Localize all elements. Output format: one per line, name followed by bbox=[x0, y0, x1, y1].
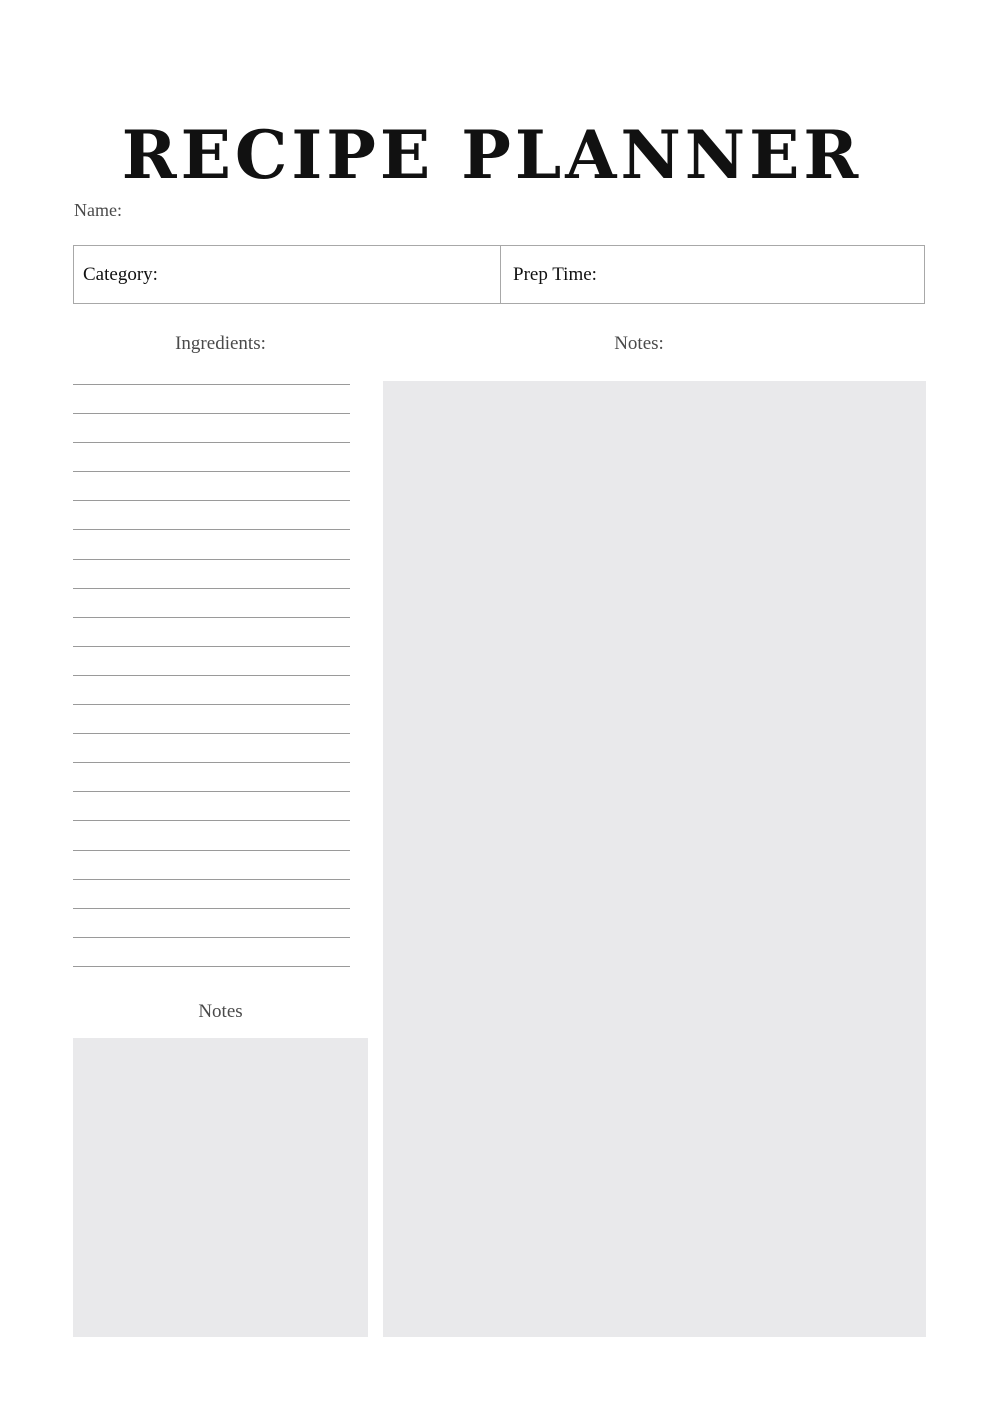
ingredient-line[interactable] bbox=[73, 791, 350, 820]
ingredient-line[interactable] bbox=[73, 937, 350, 966]
ingredient-line[interactable] bbox=[73, 704, 350, 733]
small-notes-box[interactable] bbox=[73, 1038, 368, 1337]
ingredient-line[interactable] bbox=[73, 384, 350, 413]
ingredient-line[interactable] bbox=[73, 617, 350, 646]
prep-time-label: Prep Time: bbox=[513, 263, 597, 285]
ingredient-line[interactable] bbox=[73, 588, 350, 617]
ingredient-line[interactable] bbox=[73, 879, 350, 908]
ingredients-lines bbox=[73, 384, 350, 995]
prep-time-field[interactable] bbox=[501, 246, 924, 303]
ingredient-line[interactable] bbox=[73, 733, 350, 762]
notes-heading: Notes: bbox=[614, 333, 664, 354]
ingredient-line[interactable] bbox=[73, 442, 350, 471]
ingredient-line[interactable] bbox=[73, 762, 350, 791]
notes-box[interactable] bbox=[383, 381, 926, 1337]
name-field-label: Name: bbox=[74, 200, 122, 220]
ingredient-line[interactable] bbox=[73, 500, 350, 529]
page-title: RECIPE PLANNER bbox=[121, 116, 863, 195]
ingredient-line[interactable] bbox=[73, 675, 350, 704]
small-notes-heading: Notes bbox=[198, 1001, 243, 1022]
recipe-info-box bbox=[73, 245, 925, 304]
ingredient-line[interactable] bbox=[73, 908, 350, 937]
category-label: Category: bbox=[83, 263, 158, 285]
category-field[interactable] bbox=[74, 246, 501, 303]
ingredient-line[interactable] bbox=[73, 646, 350, 675]
ingredient-line[interactable] bbox=[73, 820, 350, 849]
ingredient-line[interactable] bbox=[73, 559, 350, 588]
ingredient-line[interactable] bbox=[73, 850, 350, 879]
ingredient-line[interactable] bbox=[73, 471, 350, 500]
ingredients-heading: Ingredients: bbox=[175, 333, 266, 354]
ingredient-line[interactable] bbox=[73, 966, 350, 995]
ingredient-line[interactable] bbox=[73, 529, 350, 558]
ingredient-line[interactable] bbox=[73, 413, 350, 442]
